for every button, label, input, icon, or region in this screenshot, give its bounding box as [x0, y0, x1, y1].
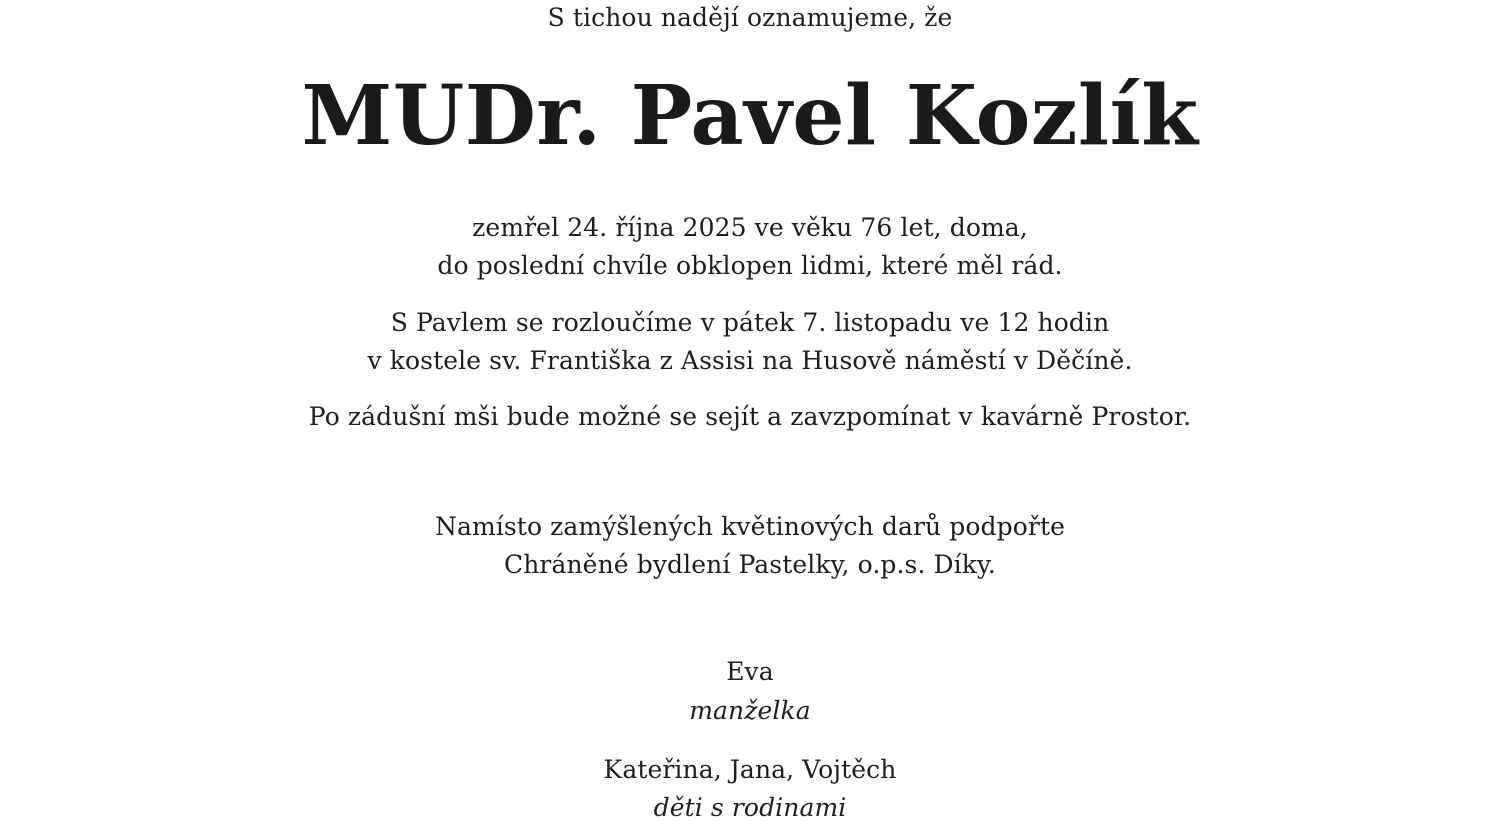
death-details-line-2: do poslední chvíle obklopen lidmi, které měl rád. [437, 251, 1063, 280]
donation-line-1: Namísto zamýšlených květinových darů podpořte [434, 512, 1066, 541]
farewell-line-2: v kostele sv. Františka z Assisi na Husově náměstí v Děčíně. [367, 346, 1133, 375]
signatory-relation: manželka [689, 696, 811, 725]
farewell-line-1: S Pavlem se rozloučíme v pátek 7. listopadu ve 12 hodin [390, 308, 1110, 337]
deceased-name: MUDr. Pavel Kozlík [301, 68, 1199, 164]
donation-line-2: Chráněné bydlení Pastelky, o.p.s. Díky. [504, 550, 996, 579]
signatory-name: Eva [726, 657, 774, 686]
death-details-line-1: zemřel 24. října 2025 ve věku 76 let, doma, [472, 213, 1028, 242]
intro-text: S tichou nadějí oznamujeme, že [547, 3, 953, 32]
signatory-name: Kateřina, Jana, Vojtěch [603, 755, 897, 784]
signatory-relation: děti s rodinami [653, 793, 847, 822]
gathering-text: Po zádušní mši bude možné se sejít a zavzpomínat v kavárně Prostor. [308, 402, 1192, 431]
